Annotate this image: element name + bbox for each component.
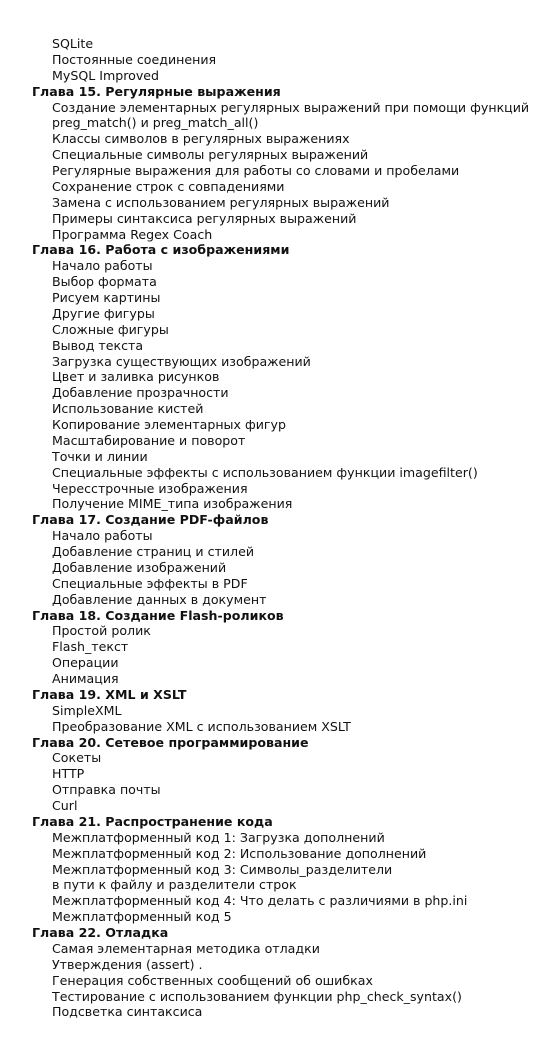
section-entry: Flash_текст xyxy=(52,639,129,655)
chapter-heading: Глава 19. XML и XSLT xyxy=(32,686,187,702)
section-entry: Другие фигуры xyxy=(52,305,155,321)
section-entry: Межплатформенный код 4: Что делать с различиями в php.ini xyxy=(52,893,468,909)
section-entry: Специальные эффекты в PDF xyxy=(52,575,248,591)
chapter-heading: Глава 16. Работа с изображениями xyxy=(32,242,290,258)
section-entry: Программа Regex Coach xyxy=(52,226,213,242)
section-entry: Отправка почты xyxy=(52,782,161,798)
section-entry: Постоянные соединения xyxy=(52,51,217,67)
section-entry: в пути к файлу и разделители строк xyxy=(52,877,297,893)
section-entry: Замена с использованием регулярных выражений xyxy=(52,194,390,210)
section-entry: Выбор формата xyxy=(52,274,157,290)
section-entry: Цвет и заливка рисунков xyxy=(52,369,220,385)
section-entry: SQLite xyxy=(52,36,94,51)
section-entry: Начало работы xyxy=(52,258,153,274)
section-entry: Получение MIME_типа изображения xyxy=(52,496,293,512)
section-entry: Сложные фигуры xyxy=(52,321,169,337)
section-entry: Утверждения (assert) . xyxy=(52,956,203,972)
chapter-heading: Глава 17. Создание PDF-файлов xyxy=(32,512,269,528)
section-entry: Межплатформенный код 5 xyxy=(52,909,232,925)
section-entry: Curl xyxy=(52,798,78,813)
section-entry: Создание элементарных регулярных выражений при помощи функций xyxy=(52,99,530,115)
section-entry: Использование кистей xyxy=(52,401,204,417)
table-of-contents xyxy=(0,36,560,1020)
section-entry: Подсветка синтаксиса xyxy=(52,1004,203,1020)
section-entry: Вывод текста xyxy=(52,337,144,353)
chapter-heading: Глава 22. Отладка xyxy=(32,925,169,940)
section-entry: Операции xyxy=(52,655,119,671)
section-entry: Анимация xyxy=(52,671,119,686)
chapter-heading: Глава 18. Создание Flash-роликов xyxy=(32,607,284,623)
section-entry: Чересстрочные изображения xyxy=(52,480,248,496)
section-entry: Регулярные выражения для работы со словами и пробелами xyxy=(52,163,460,178)
section-entry: Генерация собственных сообщений об ошибках xyxy=(52,972,373,988)
section-entry: Примеры синтаксиса регулярных выражений xyxy=(52,210,357,226)
section-entry: Рисуем картины xyxy=(52,290,161,305)
section-entry: Самая элементарная методика отладки xyxy=(52,940,320,956)
section-entry: Добавление данных в документ xyxy=(52,591,267,607)
section-entry: Преобразование XML с использованием XSLT xyxy=(52,718,351,734)
chapter-heading: Глава 20. Сетевое программирование xyxy=(32,734,309,750)
section-entry: HTTP xyxy=(52,766,85,782)
section-entry: Добавление прозрачности xyxy=(52,385,229,401)
section-entry: Тестирование с использованием функции php_check_syntax() xyxy=(52,988,462,1004)
section-entry: Сокеты xyxy=(52,750,102,766)
section-entry: Копирование элементарных фигур xyxy=(52,417,286,432)
section-entry: Загрузка существующих изображений xyxy=(52,353,311,369)
section-entry: Межплатформенный код 3: Символы_разделители xyxy=(52,861,393,877)
section-entry: preg_match() и preg_match_all() xyxy=(52,115,259,131)
section-entry: Начало работы xyxy=(52,528,153,544)
chapter-heading: Глава 21. Распространение кода xyxy=(32,813,273,829)
section-entry: MySQL Improved xyxy=(52,67,160,83)
section-entry: SimpleXML xyxy=(52,702,122,718)
section-entry: Специальные эффекты с использованием функции imagefilter() xyxy=(52,464,478,480)
section-entry: Простой ролик xyxy=(52,623,151,639)
section-entry: Межплатформенный код 1: Загрузка дополнений xyxy=(52,829,385,845)
section-entry: Специальные символы регулярных выражений xyxy=(52,147,369,163)
section-entry: Межплатформенный код 2: Использование дополнений xyxy=(52,845,427,861)
section-entry: Добавление страниц и стилей xyxy=(52,544,254,559)
section-entry: Масштабирование и поворот xyxy=(52,432,246,448)
section-entry: Сохранение строк с совпадениями xyxy=(52,178,285,194)
section-entry: Классы символов в регулярных выражениях xyxy=(52,131,350,147)
chapter-heading: Глава 15. Регулярные выражения xyxy=(32,83,281,99)
section-entry: Точки и линии xyxy=(52,448,148,464)
section-entry: Добавление изображений xyxy=(52,559,227,575)
